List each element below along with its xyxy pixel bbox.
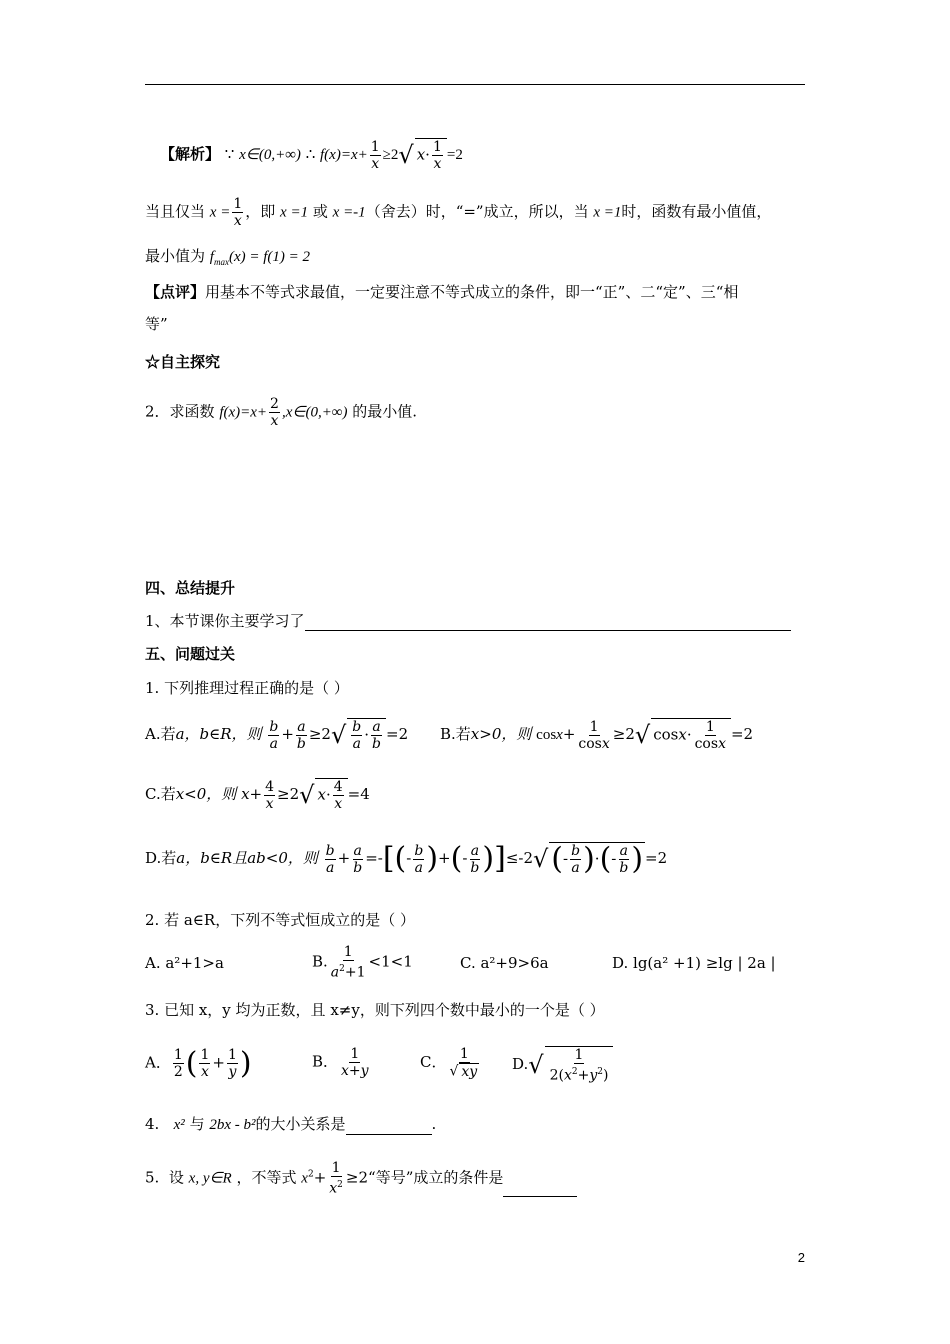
p4-line bbox=[145, 1114, 436, 1135]
review-line-cont bbox=[145, 314, 168, 334]
fraction-1-over-x: $\frac{1}{x}$ bbox=[370, 138, 380, 172]
domain-expr: x∈(0,+∞) bbox=[239, 147, 301, 163]
p1-a-label: A.若 bbox=[145, 725, 176, 743]
p3-stem: 3. 已知 x，y 均为正数，且 x≠y，则下列四个数中最小的一个是（ ） bbox=[145, 1001, 605, 1019]
review-text: 用基本不等式求最值，一定要注意不等式成立的条件，即一“正”、二“定”、三“相 bbox=[205, 283, 739, 301]
condition-text3: （舍去）时，“=”成立，所以，当 bbox=[365, 202, 589, 221]
p1-option-a[interactable]: A.若a，b∈R，则 $\frac{b}{a}$ + $\frac{a}{b}$ ≥2√ $\frac{b}{a}$ · $\frac{a}{b}$ =2 bbox=[145, 718, 409, 752]
p4-end: . bbox=[431, 1115, 437, 1133]
p1-stem: 1. 下列推理过程正确的是（ ） bbox=[145, 679, 349, 697]
p5-num: 5. bbox=[145, 1168, 160, 1187]
p4-text: 的大小关系是 bbox=[255, 1115, 346, 1133]
p3-d-label: D. bbox=[512, 1054, 529, 1073]
min-value-formula: $f_{max}(x) = f(1) = 2$ bbox=[209, 249, 311, 267]
p3-option-b[interactable]: B． $\frac{1}{x+y}$ bbox=[312, 1046, 369, 1079]
min-value-text: 最小值为 bbox=[145, 247, 206, 265]
condition-or: 或 bbox=[312, 202, 328, 221]
p2-b-tail: <1 bbox=[368, 952, 391, 971]
p5-text1: 设 bbox=[168, 1168, 184, 1187]
p1-c-cond: x<0，则 bbox=[175, 785, 237, 803]
p3-c-label: C． bbox=[420, 1053, 447, 1071]
p4-num: 4. bbox=[145, 1115, 160, 1133]
p5-vars: x, y∈R bbox=[188, 1170, 232, 1187]
p1-d-cond: a，b∈R且 bbox=[176, 849, 248, 867]
fx-expr: f(x)=x+ bbox=[320, 147, 368, 163]
sqrt-icon: √ bbox=[533, 845, 549, 873]
x-eq-minus-1: x =-1 bbox=[332, 204, 366, 221]
sqrt-icon: √ bbox=[330, 721, 347, 749]
x-eq: x = bbox=[209, 204, 231, 221]
explore-question bbox=[145, 396, 417, 429]
p1-d-cond2: ab<0，则 bbox=[247, 849, 318, 867]
review-line bbox=[145, 282, 738, 302]
sqrt-body: x· $\frac{1}{x}$ bbox=[415, 138, 447, 172]
therefore-symbol: ∴ bbox=[305, 145, 316, 163]
p2-option-c[interactable]: C. a²+9>6a bbox=[460, 954, 549, 972]
page-number: 2 bbox=[797, 1250, 805, 1265]
header-rule bbox=[145, 84, 805, 85]
p3-option-a[interactable]: A． $\frac{1}{2}$ ( $\frac{1}{x}$ + $\frac{1}{y}$ ) bbox=[145, 1046, 252, 1081]
section4-item1-text: 1、本节课你主要学习了 bbox=[145, 612, 305, 630]
analysis-line bbox=[160, 138, 463, 172]
because-symbol: ∵ bbox=[224, 145, 235, 163]
ge2: ≥2 bbox=[382, 147, 399, 163]
explore-formula-b: ,x∈(0,+∞) bbox=[281, 404, 348, 421]
explore-tail: 的最小值. bbox=[352, 402, 418, 421]
p1-option-d[interactable]: D.若a，b∈R且ab<0，则 $\frac{b}{a}$ + $\frac{a}{b}$ =-[(- $\frac{b}{a}$ )+(- $\frac{a}{b}$ )]≤-2√ (- $\frac{b}{a}$ )·(- $\frac{a}{b}$ ) =2 bbox=[145, 841, 668, 877]
p4-blank[interactable] bbox=[346, 1114, 432, 1135]
condition-line bbox=[145, 196, 771, 229]
p2-stem: 2. 若 a∈R，下列不等式恒成立的是（ ） bbox=[145, 911, 415, 929]
x-eq-1: x =1 bbox=[280, 204, 309, 221]
sqrt-icon: √ bbox=[528, 1050, 544, 1079]
p3-b-label: B． bbox=[312, 1052, 339, 1071]
p1-b-label: B.若 bbox=[440, 725, 471, 743]
p5-blank[interactable] bbox=[503, 1176, 577, 1197]
p1-d-label: D.若 bbox=[145, 849, 177, 867]
p5-text3: “等号”成立的条件是 bbox=[368, 1168, 504, 1187]
eq2: =2 bbox=[446, 147, 463, 163]
sqrt-icon: √ bbox=[398, 141, 414, 169]
p3-option-c[interactable]: C． $\frac{1}{√ xy}$ bbox=[420, 1046, 478, 1080]
explore-formula-a: f(x)=x+ bbox=[219, 404, 268, 421]
answer-blank[interactable] bbox=[305, 610, 791, 631]
p2-option-d[interactable]: D. lg(a² +1) ≥lg | 2a | bbox=[612, 954, 776, 972]
p5-line: 5. 设 x, y∈R ，不等式 $x^2+$ $\frac{1}{x^2}$ ≥2“等号”成立的条件是 bbox=[145, 1160, 577, 1197]
p3-a-label: A． bbox=[145, 1053, 171, 1072]
min-value-line bbox=[145, 246, 310, 272]
sqrt-icon: √ bbox=[634, 721, 651, 749]
p2-option-a[interactable]: A. a²+1>a bbox=[145, 954, 224, 972]
fraction-2-over-x: $\frac{2}{x}$ bbox=[270, 396, 279, 429]
p1-option-c[interactable]: C.若x<0，则 x+ $\frac{4}{x}$ ≥2√ x· $\frac{4}{x}$ =4 bbox=[145, 778, 370, 812]
p2-b-label: B. bbox=[312, 952, 328, 971]
p1-b-cond: x>0，则 bbox=[470, 725, 532, 743]
p1-option-b[interactable]: B.若x>0，则 cosx+ $\frac{1}{\cos x}$ ≥2√ cosx· $\frac{1}{\cos x}$ =2 bbox=[440, 718, 754, 752]
x-eq-1b: x =1 bbox=[593, 204, 622, 221]
condition-text1: 当且仅当 bbox=[145, 202, 206, 221]
p1-a-cond: a，b∈R，则 bbox=[175, 725, 262, 743]
p1-c-label: C.若 bbox=[145, 785, 176, 803]
p3-option-d[interactable]: D.√ $\frac{1}{2(x^2+y^2)}$ bbox=[512, 1046, 613, 1084]
p4-yu: 与 bbox=[189, 1115, 205, 1133]
section4-item1 bbox=[145, 610, 791, 631]
p4-expr-a: x² bbox=[173, 1117, 185, 1133]
section4-title: 四、总结提升 bbox=[145, 579, 236, 597]
sqrt-icon: √ bbox=[299, 781, 315, 809]
section5-title: 五、问题过关 bbox=[145, 645, 236, 663]
analysis-label: 【解析】 bbox=[160, 145, 221, 163]
fraction-1-over-x: $\frac{1}{x}$ bbox=[233, 196, 243, 229]
p2-option-b[interactable]: B. $\frac{1}{a^2+1}$ <1<1 bbox=[312, 944, 413, 981]
explore-text: 2．求函数 bbox=[145, 402, 215, 421]
condition-text2: ，即 bbox=[245, 202, 276, 221]
review-label: 【点评】 bbox=[145, 283, 206, 301]
p5-text2: ，不等式 bbox=[236, 1168, 297, 1187]
condition-text4: 时，函数有最小值值， bbox=[621, 202, 772, 221]
review-text-cont: 等” bbox=[145, 315, 168, 333]
p4-expr-b: 2bx - b² bbox=[209, 1117, 256, 1133]
self-explore-title: ☆自主探究 bbox=[145, 353, 221, 371]
